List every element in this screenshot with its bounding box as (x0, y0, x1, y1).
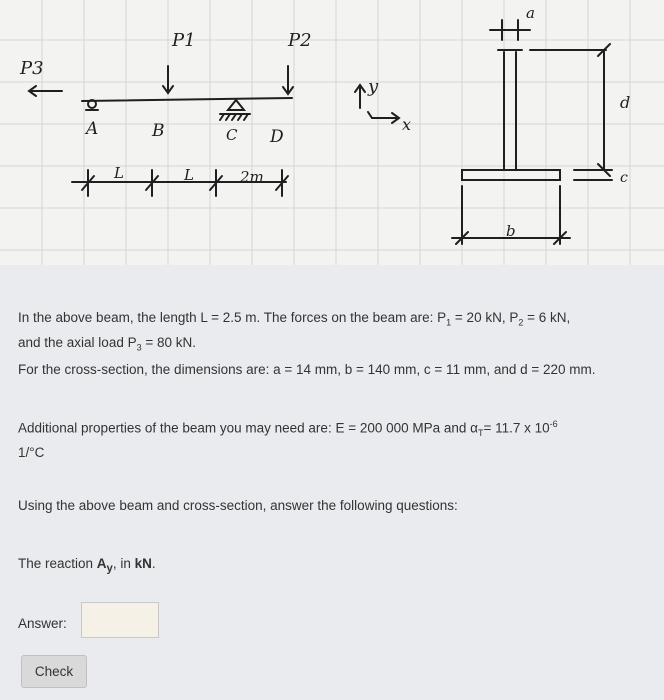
label-dim-c: c (620, 170, 628, 186)
problem-paragraph-2: For the cross-section, the dimensions are: a = 14 mm, b = 140 mm, c = 11 mm, and d = 220 mm. (18, 362, 596, 377)
label-point-b: B (152, 121, 165, 141)
problem-paragraph-4: Using the above beam and cross-section, answer the following questions: (18, 498, 458, 513)
label-point-a: A (86, 119, 99, 139)
problem-paragraph-3: Additional properties of the beam you may need are: E = 200 000 MPa and $\alpha_T= 11.7$ x $10^{-6}$ 1/°C (18, 419, 558, 461)
check-button[interactable]: Check (21, 655, 87, 688)
label-span-3: 2m (240, 168, 264, 186)
label-dim-a: a (526, 4, 535, 22)
label-p3: P3 (20, 58, 44, 79)
label-span-1: L (114, 164, 124, 182)
beam-sketch-image (0, 0, 664, 265)
label-dim-d: d (620, 93, 631, 112)
answer-label: Answer: (18, 616, 67, 631)
label-point-d: D (270, 127, 284, 147)
label-axis-x: x (402, 115, 412, 134)
label-p2: P2 (288, 30, 312, 51)
question-prompt: The reaction $A_y$, in kN. (18, 556, 156, 575)
label-dim-b: b (506, 222, 516, 240)
answer-input[interactable] (81, 602, 159, 638)
label-axis-y: y (368, 76, 379, 97)
beam-sketch-drawing (0, 0, 664, 265)
problem-paragraph-1: In the above beam, the length L = 2.5 m. The forces on the beam are: $P_1 = 20$ kN, $P_2 = 6$ kN, and the axial load $P_3 = 80$ kN. (18, 310, 571, 353)
label-span-2: L (184, 166, 194, 184)
label-point-c: C (226, 126, 238, 144)
label-p1: P1 (172, 30, 196, 51)
